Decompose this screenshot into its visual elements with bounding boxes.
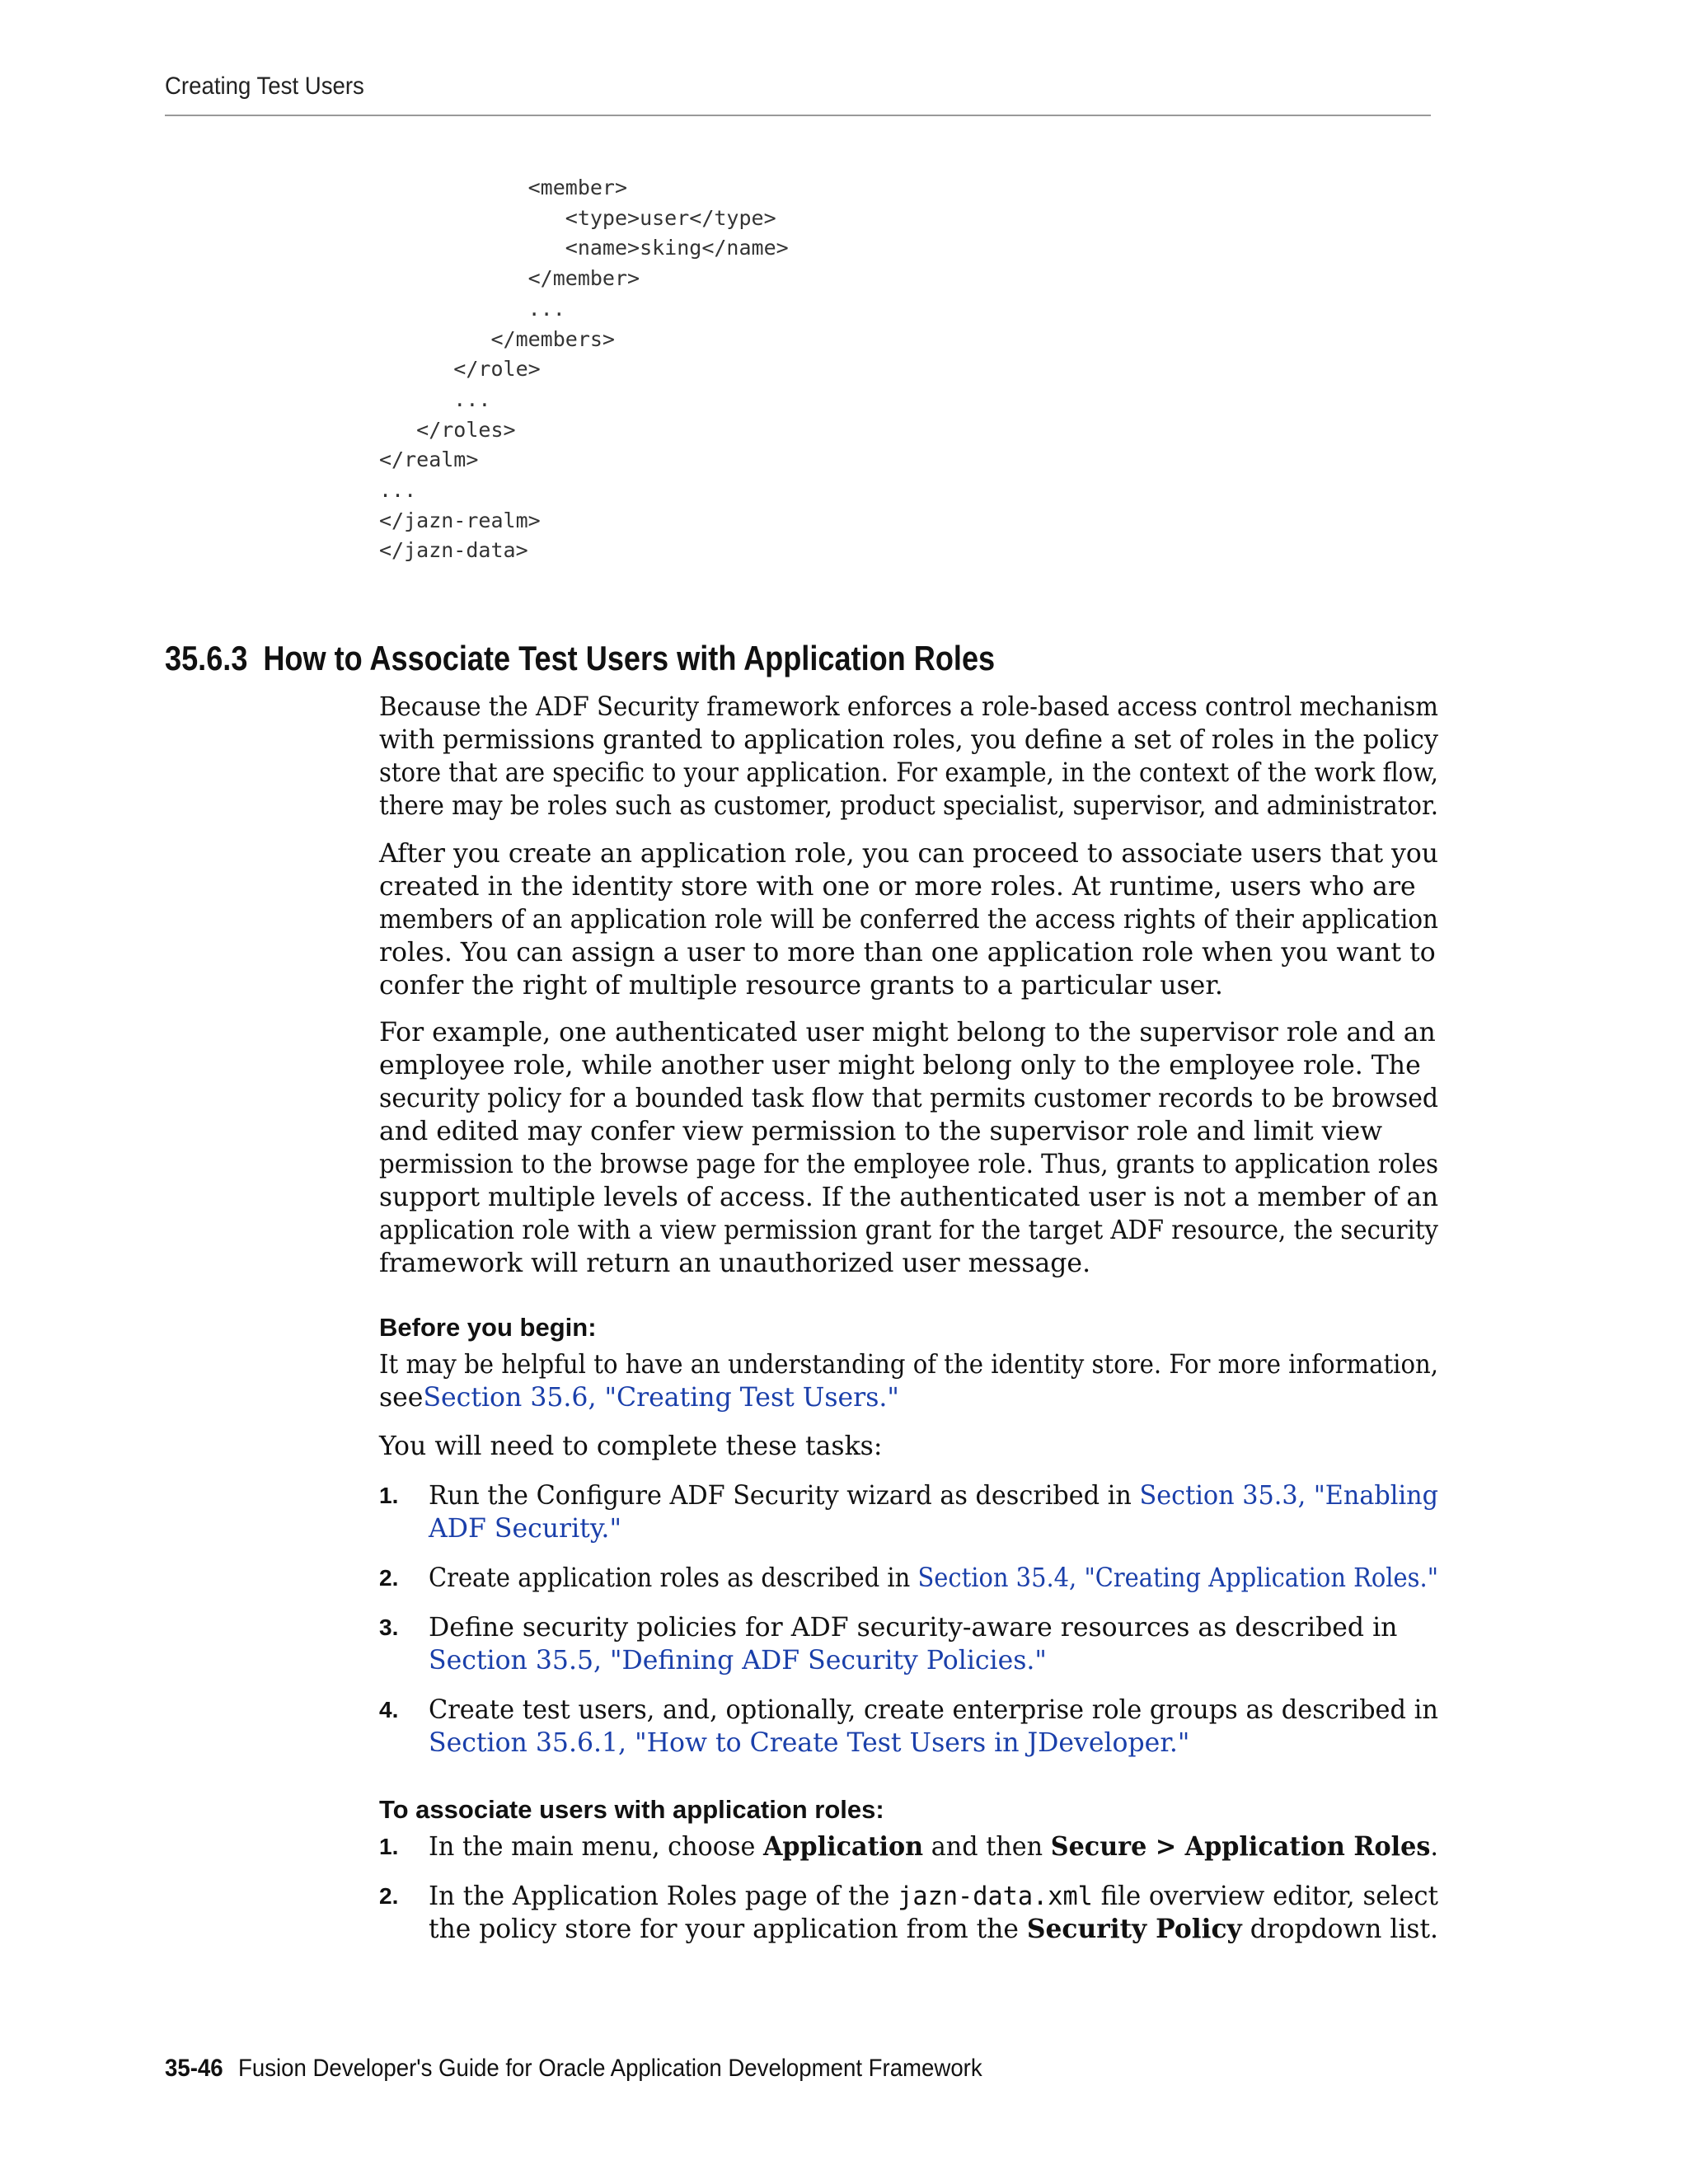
text: Run the Configure ADF Security wizard as described in xyxy=(429,1481,1140,1511)
paragraph-line: roles. You can assign a user to more than one application role when you want to xyxy=(379,938,1436,968)
list-line xyxy=(429,1830,1438,1863)
paragraph-line: application role with a view permission grant for the target ADF resource, the security xyxy=(379,1216,1439,1245)
paragraph-line: For example, one authenticated user might belong to the supervisor role and an xyxy=(379,1018,1436,1047)
link-section-35-6[interactable]: Section 35.6, "Creating Test Users." xyxy=(423,1383,899,1413)
list-line xyxy=(429,1562,1438,1595)
tasks-intro xyxy=(379,1430,1451,1463)
paragraph-line xyxy=(379,1381,899,1414)
list-marker: 2. xyxy=(379,1883,399,1909)
section-heading xyxy=(165,639,995,678)
list-line xyxy=(429,1512,621,1545)
link-section-35-3[interactable]: Section 35.3, "Enabling xyxy=(1139,1481,1438,1511)
section-number: 35.6.3 xyxy=(165,639,248,677)
code-block: <member> <type>user</type> <name>sking</name> </member> ... </members> </role> ... </roles> </realm> ... </jazn-realm> </jazn-data> xyxy=(379,176,789,563)
text: see xyxy=(379,1383,424,1413)
paragraph-line: framework will return an unauthorized user message. xyxy=(379,1249,1091,1278)
list-marker: 1. xyxy=(379,1834,399,1859)
list-line xyxy=(429,1880,1438,1913)
ui-term: Application xyxy=(762,1831,924,1862)
text: dropdown list. xyxy=(1241,1915,1438,1944)
header-rule xyxy=(165,115,1431,116)
paragraph-3 xyxy=(379,1016,1451,1280)
paragraph-line: created in the identity store with one or more roles. At runtime, users who are xyxy=(379,872,1416,902)
paragraph-line: members of an application role will be conferred the access rights of their application xyxy=(379,905,1438,935)
text: the policy store for your application from the xyxy=(429,1915,1027,1944)
text: In the main menu, choose xyxy=(429,1832,763,1862)
ui-term: Secure > Application Roles xyxy=(1050,1831,1431,1862)
paragraph-line: with permissions granted to application roles, you define a set of roles in the policy xyxy=(379,725,1439,755)
running-header: Creating Test Users xyxy=(165,73,364,100)
before-you-begin-paragraph xyxy=(379,1348,1451,1414)
paragraph-line: permission to the browse page for the employee role. Thus, grants to application roles xyxy=(379,1150,1439,1179)
text: file overview editor, select xyxy=(1092,1882,1438,1911)
list-line xyxy=(429,1644,1047,1677)
paragraph-1 xyxy=(379,691,1451,823)
link-section-35-3-continued[interactable]: ADF Security." xyxy=(429,1514,621,1544)
link-section-35-5[interactable]: Section 35.5, "Defining ADF Security Policies." xyxy=(429,1646,1047,1675)
before-you-begin-heading: Before you begin: xyxy=(379,1313,597,1342)
page-footer xyxy=(165,2055,982,2083)
procedure-heading: To associate users with application roles: xyxy=(379,1795,884,1824)
book-title: Fusion Developer's Guide for Oracle Application Development Framework xyxy=(237,2055,982,2082)
paragraph-line: After you create an application role, you can proceed to associate users that you xyxy=(379,839,1439,869)
paragraph-line: support multiple levels of access. If the authenticated user is not a member of an xyxy=(379,1183,1439,1212)
text: Create application roles as described in xyxy=(429,1563,918,1593)
paragraph-line: It may be helpful to have an understanding of the identity store. For more information, xyxy=(379,1350,1438,1380)
section-title: How to Associate Test Users with Application Roles xyxy=(263,639,996,677)
text: In the Application Roles page of the xyxy=(429,1882,898,1911)
list-marker: 2. xyxy=(379,1565,399,1591)
list-line xyxy=(429,1479,1438,1512)
list-line: Create test users, and, optionally, create enterprise role groups as described in xyxy=(429,1695,1438,1725)
ui-term: Security Policy xyxy=(1026,1914,1242,1944)
text: and then xyxy=(923,1832,1051,1862)
link-section-35-4[interactable]: Section 35.4, "Creating Application Roles." xyxy=(917,1563,1439,1593)
paragraph-line: and edited may confer view permission to the supervisor role and limit view xyxy=(379,1117,1383,1146)
list-marker: 3. xyxy=(379,1615,399,1640)
list-line: Define security policies for ADF security-aware resources as described in xyxy=(429,1613,1398,1643)
list-marker: 4. xyxy=(379,1697,399,1722)
paragraph-line: Because the ADF Security framework enforces a role-based access control mechanism xyxy=(379,692,1438,722)
list-line xyxy=(429,1913,1438,1946)
paragraph-line: employee role, while another user might belong only to the employee role. The xyxy=(379,1051,1421,1080)
code-term: jazn-data.xml xyxy=(898,1882,1093,1911)
paragraph-line: You will need to complete these tasks: xyxy=(379,1432,883,1461)
paragraph-2 xyxy=(379,837,1451,1002)
paragraph-line: security policy for a bounded task flow that permits customer records to be browsed xyxy=(379,1084,1439,1113)
paragraph-line: store that are specific to your application. For example, in the context of the work flow, xyxy=(379,758,1438,788)
link-section-35-6-1[interactable]: Section 35.6.1, "How to Create Test Users in JDeveloper." xyxy=(429,1728,1190,1758)
list-line xyxy=(429,1727,1189,1760)
page-number: 35-46 xyxy=(165,2055,223,2082)
paragraph-line: confer the right of multiple resource grants to a particular user. xyxy=(379,971,1223,1001)
list-marker: 1. xyxy=(379,1483,399,1508)
text: . xyxy=(1430,1832,1439,1862)
paragraph-line: there may be roles such as customer, product specialist, supervisor, and administrator. xyxy=(379,791,1438,821)
